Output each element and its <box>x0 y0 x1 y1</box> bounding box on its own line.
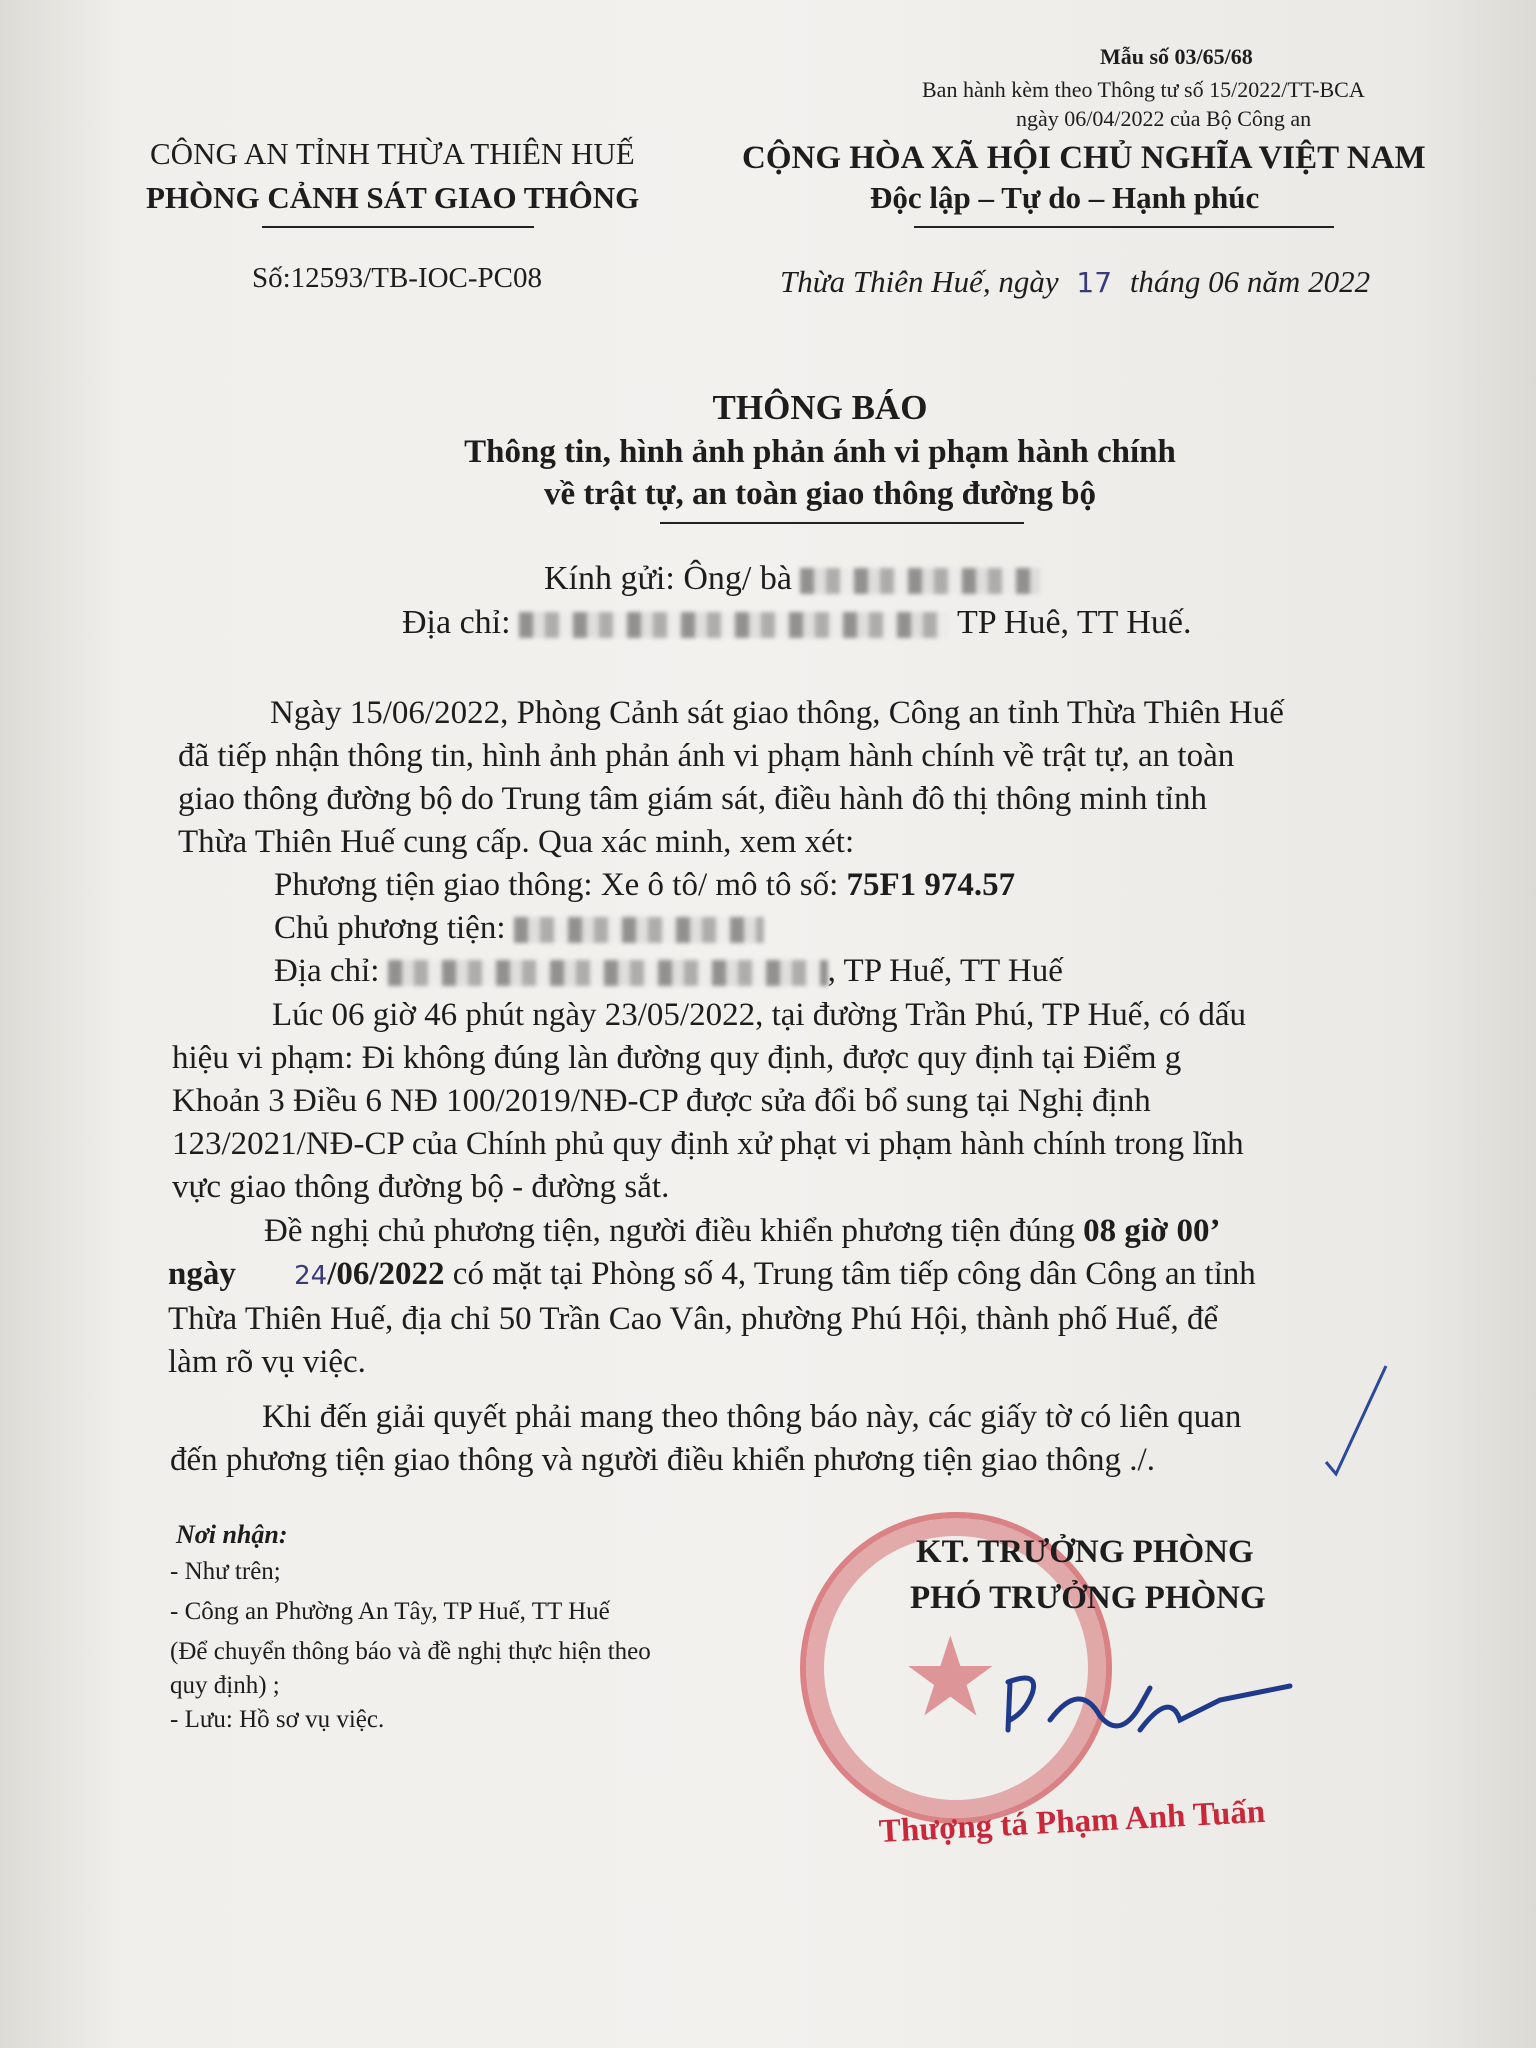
date-prefix: Thừa Thiên Huế, ngày <box>780 264 1059 299</box>
country-name: CỘNG HÒA XÃ HỘI CHỦ NGHĨA VIỆT NAM <box>742 140 1426 176</box>
recipients-line-5: - Lưu: Hồ sơ vụ việc. <box>170 1706 385 1733</box>
redacted-owner-name <box>514 917 764 943</box>
document-number: Số:12593/TB-IOC-PC08 <box>252 262 543 294</box>
owner-address-suffix: , TP Huế, TT Huế <box>827 953 1063 989</box>
form-number: Mẫu số 03/65/68 <box>1100 44 1253 69</box>
handwritten-signature <box>980 1660 1320 1770</box>
intro-line-3: giao thông đường bộ do Trung tâm giám sát, điều hành đô thị thông minh tỉnh <box>178 781 1207 817</box>
vehicle-label: Phương tiện giao thông: Xe ô tô/ mô tô số: <box>274 867 839 903</box>
form-issued-by-line1: Ban hành kèm theo Thông tư số 15/2022/TT-BCA <box>922 77 1365 102</box>
recipient-label: Kính gửi: Ông/ bà <box>544 560 792 597</box>
request-line-4: làm rõ vụ việc. <box>168 1344 366 1380</box>
redacted-recipient-address <box>519 612 949 638</box>
documents-line-2: đến phương tiện giao thông và người điều khiển phương tiện giao thông ./. <box>170 1442 1155 1478</box>
documents-line-1: Khi đến giải quyết phải mang theo thông báo này, các giấy tờ có liên quan <box>262 1399 1242 1435</box>
recipient-address-suffix: TP Huê, TT Huế. <box>956 604 1192 641</box>
recipients-line-3: (Để chuyển thông báo và đề nghị thực hiện theo <box>170 1638 651 1665</box>
redacted-owner-address <box>388 960 828 986</box>
vehicle-info <box>274 864 1454 993</box>
signer-title-1: KT. TRƯỞNG PHÒNG <box>916 1534 1254 1570</box>
paragraph-documents <box>170 1396 1458 1482</box>
vehicle-line <box>274 864 1454 907</box>
seal-star-icon: ★ <box>901 1617 1000 1739</box>
paragraph-intro <box>178 692 1456 864</box>
intro-line-2: đã tiếp nhận thông tin, hình ảnh phản ánh vi phạm hành chính về trật tự, an toàn <box>178 738 1235 774</box>
request-day-label: ngày <box>168 1256 236 1292</box>
recipients-line-1: - Như trên; <box>170 1558 281 1585</box>
motto-underline <box>914 226 1334 228</box>
request-line-1 <box>168 1210 1458 1253</box>
violation-line-1: Lúc 06 giờ 46 phút ngày 23/05/2022, tại đường Trần Phú, TP Huế, có dấu <box>272 997 1246 1033</box>
violation-line-2: hiệu vi phạm: Đi không đúng làn đường quy định, được quy định tại Điểm g <box>172 1040 1182 1076</box>
title-underline <box>660 522 1024 524</box>
request-location: có mặt tại Phòng số 4, Trung tâm tiếp công dân Công an tỉnh <box>452 1256 1256 1292</box>
recipients-title: Nơi nhận: <box>176 1520 288 1549</box>
request-text: Đề nghị chủ phương tiện, người điều khiển phương tiện đúng <box>264 1213 1075 1249</box>
owner-line <box>274 907 1454 950</box>
request-day-handwritten: 24 <box>294 1261 328 1291</box>
violation-line-4: 123/2021/NĐ-CP của Chính phủ quy định xử phạt vi phạm hành chính trong lĩnh <box>172 1126 1244 1162</box>
owner-label: Chủ phương tiện: <box>274 910 506 946</box>
violation-line-3: Khoản 3 Điều 6 NĐ 100/2019/NĐ-CP được sửa đổi bổ sung tại Nghị định <box>172 1083 1151 1119</box>
agency-name: CÔNG AN TỈNH THỪA THIÊN HUẾ <box>150 136 635 171</box>
request-time: 08 giờ 00’ <box>1083 1213 1221 1249</box>
recipient-address-line <box>402 604 1191 642</box>
form-issued-by-line2: ngày 06/04/2022 của Bộ Công an <box>1016 106 1312 131</box>
signer-name: Thượng tá Phạm Anh Tuấn <box>878 1793 1267 1851</box>
owner-address-label: Địa chỉ: <box>274 953 380 989</box>
intro-line-1: Ngày 15/06/2022, Phòng Cảnh sát giao thông, Công an tỉnh Thừa Thiên Huế <box>270 695 1284 731</box>
violation-line-5: vực giao thông đường bộ - đường sắt. <box>172 1169 670 1205</box>
recipients-line-2: - Công an Phường An Tây, TP Huế, TT Huế <box>170 1598 610 1625</box>
signer-title-2: PHÓ TRƯỞNG PHÒNG <box>910 1580 1266 1616</box>
paragraph-violation <box>172 994 1458 1209</box>
recipients-line-4: quy định) ; <box>170 1672 280 1699</box>
redacted-recipient-name <box>800 568 1040 594</box>
request-date: /06/2022 <box>327 1256 445 1292</box>
date-day-handwritten: 17 <box>1076 266 1113 299</box>
owner-address-line <box>274 950 1454 993</box>
handwritten-check-mark <box>1306 1362 1396 1482</box>
date-suffix: tháng 06 năm 2022 <box>1129 264 1371 299</box>
recipient-line <box>544 560 1040 598</box>
country-motto: Độc lập – Tự do – Hạnh phúc <box>870 180 1260 215</box>
notice-subtitle-line1: Thông tin, hình ảnh phản ánh vi phạm hành chính <box>464 434 1176 470</box>
notice-subtitle-line2: về trật tự, an toàn giao thông đường bộ <box>543 476 1096 512</box>
request-line-3: Thừa Thiên Huế, địa chỉ 50 Trần Cao Vân, phường Phú Hội, thành phố Huế, để <box>168 1301 1219 1337</box>
notice-title: THÔNG BÁO <box>712 388 928 427</box>
intro-line-4: Thừa Thiên Huế cung cấp. Qua xác minh, xem xét: <box>178 824 855 860</box>
document-date <box>780 264 1370 300</box>
agency-department: PHÒNG CẢNH SÁT GIAO THÔNG <box>146 180 640 215</box>
request-line-2 <box>168 1253 1458 1298</box>
vehicle-plate: 75F1 974.57 <box>846 867 1016 903</box>
paragraph-request <box>168 1210 1458 1384</box>
agency-underline <box>262 226 534 228</box>
recipient-address-label: Địa chỉ: <box>402 604 511 641</box>
